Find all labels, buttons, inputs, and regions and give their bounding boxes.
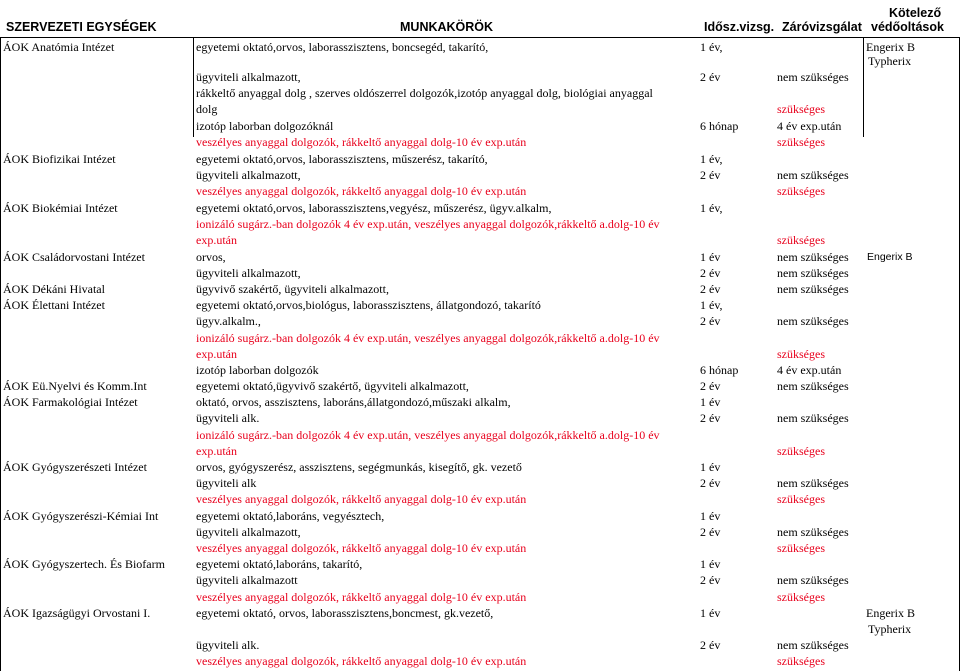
job-list-cell: ügyvivő szakértő, ügyviteli alkalmazott, [196, 282, 389, 296]
job-list-cell: egyetemi oktató,orvos, laborasszisztens, boncsegéd, takarító, [196, 40, 489, 54]
final-exam-cell: nem szükséges [777, 70, 849, 84]
interval-cell: 2 év [700, 282, 721, 296]
final-exam-cell: szükséges [777, 590, 825, 604]
job-list-cell: ionizáló sugárz.-ban dolgozók 4 év exp.után, veszélyes anyaggal dolgozók,rákkeltő a.dolg-10 év [196, 428, 660, 442]
final-exam-cell: nem szükséges [777, 266, 849, 280]
job-list-cell: orvos, [196, 250, 226, 264]
job-list-cell: egyetemi oktató, orvos, laborasszisztens,boncmest, gk.vezető, [196, 606, 494, 620]
job-list-cell: ügyviteli alk. [196, 638, 260, 652]
unit-name-cell: ÁOK Eü.Nyelvi és Komm.Int [3, 379, 147, 393]
unit-name-cell: ÁOK Gyógyszerészi-Kémiai Int [3, 509, 159, 523]
final-exam-cell: nem szükséges [777, 282, 849, 296]
grid-line [863, 37, 864, 137]
vaccine-cell: Typherix [868, 54, 912, 68]
interval-cell: 2 év [700, 379, 721, 393]
final-exam-cell: nem szükséges [777, 525, 849, 539]
final-exam-cell: szükséges [777, 102, 825, 116]
job-list-cell: ionizáló sugárz.-ban dolgozók 4 év exp.után, veszélyes anyaggal dolgozók,rákkeltő a.dolg-10 év [196, 217, 660, 231]
job-list-cell: veszélyes anyaggal dolgozók, rákkeltő anyaggal dolg-10 év exp.után [196, 492, 527, 506]
job-list-cell: ügyv.alkalm., [196, 314, 261, 328]
unit-name-cell: ÁOK Gyógyszerészeti Intézet [3, 460, 147, 474]
job-list-cell: orvos, gyógyszerész, asszisztens, segégmunkás, kisegítő, gk. vezető [196, 460, 522, 474]
interval-cell: 2 év [700, 525, 721, 539]
job-list-cell: rákkeltő anyaggal dolg , szerves oldószerrel dolgozók,izotóp anyaggal dolg, biológiai anyaggal [196, 86, 653, 100]
job-list-cell: egyetemi oktató,orvos,biológus, laborasszisztens, állatgondozó, takarító [196, 298, 541, 312]
job-list-cell: ionizáló sugárz.-ban dolgozók 4 év exp.után, veszélyes anyaggal dolgozók,rákkeltő a.dolg-10 év [196, 331, 660, 345]
header-interval: Idősz.vizsg. [704, 20, 775, 34]
grid-line [0, 37, 1, 671]
interval-cell: 2 év [700, 168, 721, 182]
interval-cell: 2 év [700, 411, 721, 425]
job-list-cell: oktató, orvos, asszisztens, laboráns,állatgondozó,műszaki alkalm, [196, 395, 511, 409]
job-list-cell: egyetemi oktató,laboráns, takarító, [196, 557, 363, 571]
job-list-cell: veszélyes anyaggal dolgozók, rákkeltő anyaggal dolg-10 év exp.után [196, 135, 527, 149]
header-vaccines-line2: védőoltások [871, 20, 944, 34]
unit-name-cell: ÁOK Gyógyszertech. És Biofarm [3, 557, 165, 571]
unit-name-cell: ÁOK Élettani Intézet [3, 298, 105, 312]
header-units: SZERVEZETI EGYSÉGEK [6, 20, 157, 34]
job-list-cell: ügyviteli alkalmazott, [196, 70, 301, 84]
unit-name-cell: ÁOK Dékáni Hivatal [3, 282, 105, 296]
job-list-cell: ügyviteli alkalmazott, [196, 168, 301, 182]
job-list-cell: dolg [196, 102, 218, 116]
interval-cell: 6 hónap [700, 363, 739, 377]
interval-cell: 1 év [700, 557, 721, 571]
interval-cell: 2 év [700, 266, 721, 280]
final-exam-cell: nem szükséges [777, 379, 849, 393]
interval-cell: 1 év [700, 509, 721, 523]
job-list-cell: izotóp laborban dolgozók [196, 363, 319, 377]
interval-cell: 1 év [700, 606, 721, 620]
interval-cell: 2 év [700, 314, 721, 328]
interval-cell: 2 év [700, 573, 721, 587]
header-jobs: MUNKAKÖRÖK [400, 20, 494, 34]
unit-name-cell: ÁOK Biofizikai Intézet [3, 152, 116, 166]
job-list-cell: veszélyes anyaggal dolgozók, rákkeltő anyaggal dolg-10 év exp.után [196, 590, 527, 604]
job-list-cell: ügyviteli alkalmazott [196, 573, 298, 587]
interval-cell: 1 év, [700, 201, 723, 215]
vaccine-cell: Engerix B [866, 40, 915, 54]
final-exam-cell: nem szükséges [777, 411, 849, 425]
header-vaccines-line1: Kötelező [889, 6, 942, 20]
interval-cell: 1 év [700, 395, 721, 409]
final-exam-cell: szükséges [777, 233, 825, 247]
unit-name-cell: ÁOK Családorvostani Intézet [3, 250, 145, 264]
final-exam-cell: szükséges [777, 135, 825, 149]
interval-cell: 1 év [700, 460, 721, 474]
final-exam-cell: nem szükséges [777, 476, 849, 490]
final-exam-cell: nem szükséges [777, 314, 849, 328]
final-exam-cell: nem szükséges [777, 638, 849, 652]
job-list-cell: izotóp laborban dolgozóknál [196, 119, 334, 133]
job-list-cell: veszélyes anyaggal dolgozók, rákkeltő anyaggal dolg-10 év exp.után [196, 541, 527, 555]
job-list-cell: exp.után [196, 347, 237, 361]
job-list-cell: exp.után [196, 444, 237, 458]
job-list-cell: egyetemi oktató,ügyvivő szakértő, ügyviteli alkalmazott, [196, 379, 469, 393]
final-exam-cell: szükséges [777, 347, 825, 361]
final-exam-cell: nem szükséges [777, 250, 849, 264]
job-list-cell: exp.után [196, 233, 237, 247]
grid-line [193, 37, 194, 137]
final-exam-cell: szükséges [777, 492, 825, 506]
interval-cell: 1 év [700, 250, 721, 264]
final-exam-cell: szükséges [777, 541, 825, 555]
interval-cell: 1 év, [700, 40, 723, 54]
grid-line [0, 37, 959, 38]
final-exam-cell: szükséges [777, 184, 825, 198]
vaccine-cell: Engerix B [866, 606, 915, 620]
job-list-cell: veszélyes anyaggal dolgozók, rákkeltő anyaggal dolg-10 év exp.után [196, 654, 527, 668]
final-exam-cell: szükséges [777, 654, 825, 668]
job-list-cell: ügyviteli alk [196, 476, 257, 490]
job-list-cell: egyetemi oktató,orvos, laborasszisztens,vegyész, műszerész, ügyv.alkalm, [196, 201, 552, 215]
final-exam-cell: nem szükséges [777, 168, 849, 182]
final-exam-cell: szükséges [777, 444, 825, 458]
unit-name-cell: ÁOK Biokémiai Intézet [3, 201, 118, 215]
header-final-exam: Záróvizsgálat [782, 20, 862, 34]
vaccine-cell: Engerix B [867, 251, 913, 263]
interval-cell: 2 év [700, 638, 721, 652]
job-list-cell: veszélyes anyaggal dolgozók, rákkeltő anyaggal dolg-10 év exp.után [196, 184, 527, 198]
final-exam-cell: 4 év exp.után [777, 119, 842, 133]
final-exam-cell: 4 év exp.után [777, 363, 842, 377]
job-list-cell: ügyviteli alk. [196, 411, 260, 425]
unit-name-cell: ÁOK Farmakológiai Intézet [3, 395, 138, 409]
interval-cell: 1 év, [700, 152, 723, 166]
interval-cell: 6 hónap [700, 119, 739, 133]
interval-cell: 1 év, [700, 298, 723, 312]
unit-name-cell: ÁOK Igazságügyi Orvostani I. [3, 606, 151, 620]
job-list-cell: egyetemi oktató,laboráns, vegyésztech, [196, 509, 385, 523]
job-list-cell: ügyviteli alkalmazott, [196, 525, 301, 539]
interval-cell: 2 év [700, 476, 721, 490]
job-list-cell: ügyviteli alkalmazott, [196, 266, 301, 280]
unit-name-cell: ÁOK Anatómia Intézet [3, 40, 115, 54]
vaccine-cell: Typherix [868, 622, 912, 636]
job-list-cell: egyetemi oktató,orvos, laborasszisztens, műszerész, takarító, [196, 152, 488, 166]
final-exam-cell: nem szükséges [777, 573, 849, 587]
interval-cell: 2 év [700, 70, 721, 84]
